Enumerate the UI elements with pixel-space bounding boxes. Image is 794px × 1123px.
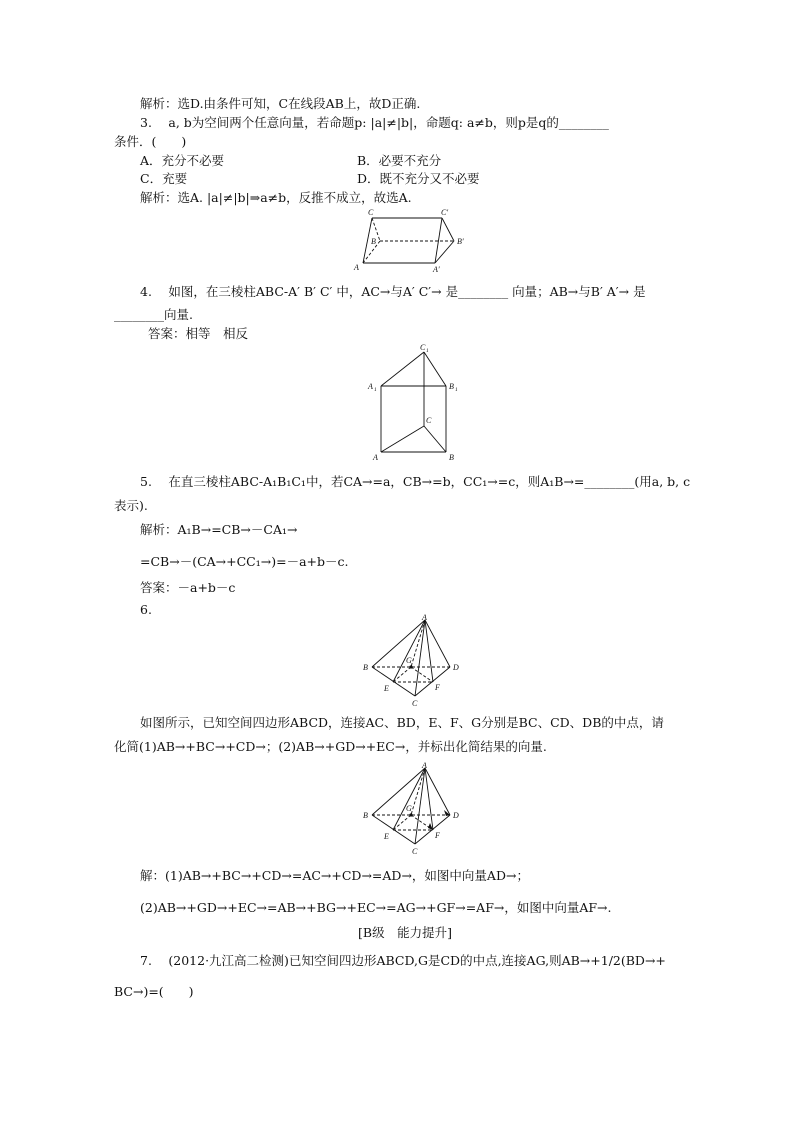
question-3: 3. a, b为空间两个任意向量，若命题p: |a|≠|b|，命题q: a≠b，则p是q的________ [140, 115, 609, 130]
solution-6-part1: 解：(1)AB→+BC→+CD→=AC→+CD→=AD→，如图中向量AD→； [140, 868, 529, 883]
option-c: C．充要 [140, 171, 188, 186]
text-line: 解析：选A. |a|≠|b|⇒a≠b，反推不成立，故选A. [140, 190, 412, 205]
vertex-label: B [449, 453, 454, 462]
solution-6-part2: (2)AB→+GD→+EC→=AB→+BG→+EC→=AG→+GF→=AF→，如图中向量AF→. [140, 900, 612, 915]
vertex-label: B′ [457, 237, 464, 246]
section-heading: [B级 能力提升] [358, 925, 452, 940]
text-line: 化简(1)AB→+BC→+CD→；(2)AB→+GD→+EC→，并标出化简结果的向量. [114, 739, 547, 754]
text-line: BC→)=( ) [114, 984, 194, 999]
question-4: 4. 如图，在三棱柱ABC-A′ B′ C′ 中，AC→与A′ C′→ 是________ 向量；AB→与B′ A′→ 是 [140, 284, 646, 299]
question-7: 7. (2012·九江高二检测)已知空间四边形ABCD,G是CD的中点,连接AG,则AB→+1/2(BD→+ [140, 953, 666, 968]
vertex-label: B [363, 811, 368, 820]
solution-5-cont: =CB→－(CA→+CC₁→)=－a+b－c. [140, 554, 349, 569]
vertex-label: A [368, 382, 373, 391]
option-a: A．充分不必要 [140, 153, 225, 168]
question-6: 如图所示，已知空间四边形ABCD，连接AC、BD，E、F、G分别是BC、CD、DB的中点，请 [140, 715, 664, 730]
vertex-label: F [435, 683, 440, 692]
vertex-label: D [453, 663, 459, 672]
vertex-label: C [420, 343, 426, 352]
vertex-label: C′ [441, 208, 449, 217]
vertex-label: C [412, 847, 418, 856]
answer-4: 答案：相等 相反 [148, 326, 249, 341]
vertex-label: E [384, 684, 389, 693]
answer-5: 答案：－a+b－c [140, 580, 236, 595]
vertex-label: C [426, 416, 432, 425]
vertex-label: A′ [433, 265, 440, 274]
vertex-label: B [449, 382, 454, 391]
subscript: 1 [374, 387, 377, 393]
vertex-label: A [354, 263, 359, 272]
vertex-label: G [406, 656, 412, 665]
vertex-label: E [384, 832, 389, 841]
text-line: 表示). [114, 498, 148, 513]
text-line: ________向量. [114, 307, 193, 322]
vertex-label: C [412, 699, 418, 708]
vertex-label: A [422, 613, 427, 622]
tetrahedron-result-figure [360, 760, 470, 856]
vertex-label: A [373, 453, 378, 462]
vertex-label: A [422, 761, 427, 770]
option-d: D．既不充分又不必要 [357, 171, 480, 186]
vertex-label: G [406, 804, 412, 813]
right-prism-figure [362, 340, 472, 465]
vertex-label: B [363, 663, 368, 672]
text-line: 解析：选D.由条件可知，C在线段AB上，故D正确. [140, 96, 421, 111]
solution-5: 解析：A₁B→=CB→－CA₁→ [140, 522, 298, 537]
text-line: 条件．( ) [114, 134, 187, 149]
vertex-label: C [368, 208, 374, 217]
option-b: B．必要不充分 [357, 153, 442, 168]
vertex-label: F [435, 831, 440, 840]
subscript: 1 [426, 348, 429, 354]
prism-figure [350, 205, 480, 275]
question-5: 5. 在直三棱柱ABC-A₁B₁C₁中，若CA→=a，CB→=b，CC₁→=c，则A₁B→=________(用a, b, c [140, 474, 691, 489]
vertex-label: B [371, 237, 376, 246]
tetrahedron-figure [360, 612, 470, 708]
question-6-number: 6. [140, 602, 152, 617]
vertex-label: D [453, 811, 459, 820]
subscript: 1 [455, 387, 458, 393]
